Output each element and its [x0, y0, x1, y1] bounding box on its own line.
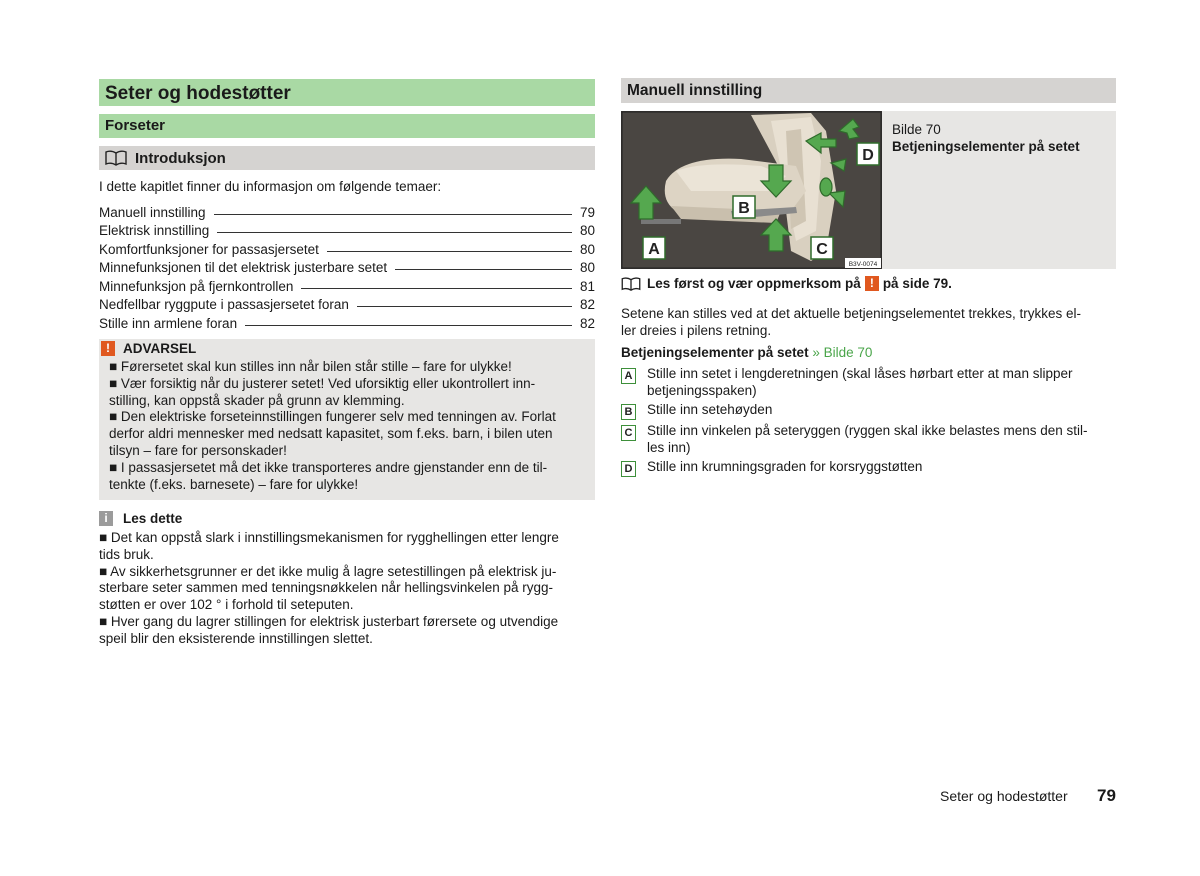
note-line: ■ Hver gang du lagrer stillingen for elektrisk justerbart førersete og utvendige	[99, 613, 559, 629]
note-title: Les dette	[123, 511, 183, 526]
toc-label: Stille inn armlene foran	[99, 315, 238, 331]
toc-entry[interactable]	[99, 312, 595, 331]
note-text	[99, 530, 595, 648]
control-text: betjeningsspaken)	[647, 383, 757, 398]
toc-leader	[245, 325, 572, 326]
toc-entry[interactable]	[99, 201, 595, 220]
control-text: Stille inn vinkelen på seteryggen (ryggen skal ikke belastes mens den stil-	[647, 423, 1088, 438]
figure-code: B3V-0074	[848, 261, 878, 268]
figure-caption-title: Betjeningselementer på setet	[892, 139, 1080, 154]
toc-entry[interactable]	[99, 294, 595, 313]
toc-entry[interactable]	[99, 220, 595, 239]
warning-box	[99, 339, 595, 500]
toc-page: 80	[579, 223, 595, 238]
warning-line: ■ Den elektriske forseteinnstillingen fungerer selv med tenningen av. Forlat	[109, 409, 556, 425]
info-icon: i	[99, 511, 113, 526]
toc-page: 82	[579, 315, 595, 331]
note-box	[99, 511, 595, 648]
warning-line: ■ Vær forsiktig når du justerer setet! Ved uforsiktig eller ukontrollert inn-	[109, 375, 536, 391]
controls-list	[621, 365, 1116, 479]
read-first-suffix: på side 79.	[882, 276, 952, 291]
body-line: ler dreies i pilens retning.	[621, 323, 772, 338]
figure-caption-number: Bilde 70	[892, 122, 941, 137]
warning-line: stilling, kan oppstå skader på grunn av klemming.	[109, 392, 405, 408]
control-item	[621, 458, 1116, 477]
control-text: Stille inn setet i lengderetningen (skal låses hørbart etter at man slipper	[647, 366, 1073, 381]
toc-label: Komfortfunksjoner for passasjersetet	[99, 241, 319, 257]
footer-section: Seter og hodestøtter	[940, 788, 1068, 804]
toc-label: Nedfellbar ryggpute i passasjersetet foran	[99, 297, 349, 312]
toc-leader	[217, 232, 572, 233]
toc-leader	[301, 288, 572, 289]
intro-title: Introduksjon	[135, 149, 226, 167]
toc-leader	[357, 306, 572, 307]
warning-icon: !	[865, 276, 879, 291]
control-letter: A	[621, 368, 636, 384]
warning-line: derfor aldri mennesker med nedsatt kapasitet, som f.eks. barn, i bilen uten	[109, 426, 553, 442]
control-text: Stille inn setehøyden	[647, 402, 773, 417]
warning-line: tilsyn – fare for personskader!	[109, 442, 287, 458]
note-line: ■ Av sikkerhetsgrunner er det ikke mulig å lagre setestillingen på elektrisk ju-	[99, 563, 557, 579]
toc-leader	[214, 214, 572, 215]
toc-page: 81	[579, 278, 595, 294]
book-icon	[621, 277, 641, 291]
read-first-prefix: Les først og vær oppmerksom på	[647, 276, 861, 291]
toc-label: Manuell innstilling	[99, 204, 206, 220]
section-title: Seter og hodestøtter	[99, 79, 595, 106]
intro-heading	[99, 146, 595, 170]
read-first-note	[621, 276, 1116, 291]
toc-label: Elektrisk innstilling	[99, 223, 210, 238]
label-d: D	[862, 147, 874, 164]
warning-title: ADVARSEL	[123, 341, 197, 356]
note-line: speil blir den eksisterende innstillingen slettet.	[99, 630, 373, 646]
toc-entry[interactable]	[99, 257, 595, 276]
toc-label: Minnefunksjon på fjernkontrollen	[99, 278, 294, 294]
page-number: 79	[1097, 786, 1116, 805]
right-section-title: Manuell innstilling	[621, 78, 1116, 103]
warning-line: tenkte (f.eks. barnesete) – fare for ulykke!	[109, 476, 359, 492]
label-c: C	[816, 241, 828, 258]
figure-reference-link[interactable]: » Bilde 70	[812, 345, 873, 360]
toc-leader	[327, 251, 572, 252]
note-line: ■ Det kan oppstå slark i innstillingsmekanismen for rygghellingen etter lengre	[99, 530, 559, 545]
label-b: B	[738, 200, 750, 217]
subsection-title: Forseter	[99, 114, 595, 138]
intro-text: I dette kapitlet finner du informasjon om følgende temaer:	[99, 179, 442, 194]
warning-line: ■ Førersetet skal kun stilles inn når bilen står stille – fare for ulykke!	[109, 359, 512, 374]
toc-page: 79	[579, 204, 595, 220]
controls-title: Betjeningselementer på setet	[621, 345, 809, 360]
control-letter: C	[621, 425, 636, 441]
body-text	[621, 305, 1116, 339]
toc-page: 80	[579, 241, 595, 257]
toc-entry[interactable]	[99, 238, 595, 257]
toc-entry[interactable]	[99, 275, 595, 294]
control-item	[621, 365, 1116, 399]
warning-icon: !	[101, 341, 115, 356]
toc-leader	[395, 269, 572, 270]
warning-text	[109, 359, 589, 493]
toc-page: 82	[579, 297, 595, 312]
toc-page: 80	[579, 260, 595, 275]
control-text: les inn)	[647, 440, 691, 455]
toc-label: Minnefunksjonen til det elektrisk justerbare setet	[99, 260, 388, 275]
warning-line: ■ I passasjersetet må det ikke transporteres andre gjenstander enn de til-	[109, 459, 548, 475]
control-item	[621, 422, 1116, 456]
figure-panel	[621, 111, 1116, 269]
book-icon	[105, 150, 127, 166]
note-line: tids bruk.	[99, 546, 154, 562]
note-line: støtten er over 102 ° i forhold til seteputen.	[99, 597, 354, 613]
control-item	[621, 401, 1116, 420]
label-a: A	[648, 241, 660, 258]
toc-list	[99, 201, 595, 331]
controls-heading	[621, 345, 1116, 360]
body-line: Setene kan stilles ved at det aktuelle betjeningselementet trekkes, trykkes el-	[621, 306, 1081, 321]
note-line: sterbare seter sammen med tenningsnøkkelen når hellingsvinkelen på rygg-	[99, 580, 553, 596]
seat-illustration	[621, 111, 882, 269]
control-letter: D	[621, 461, 636, 477]
control-letter: B	[621, 404, 636, 420]
control-text: Stille inn krumningsgraden for korsryggstøtten	[647, 459, 923, 474]
